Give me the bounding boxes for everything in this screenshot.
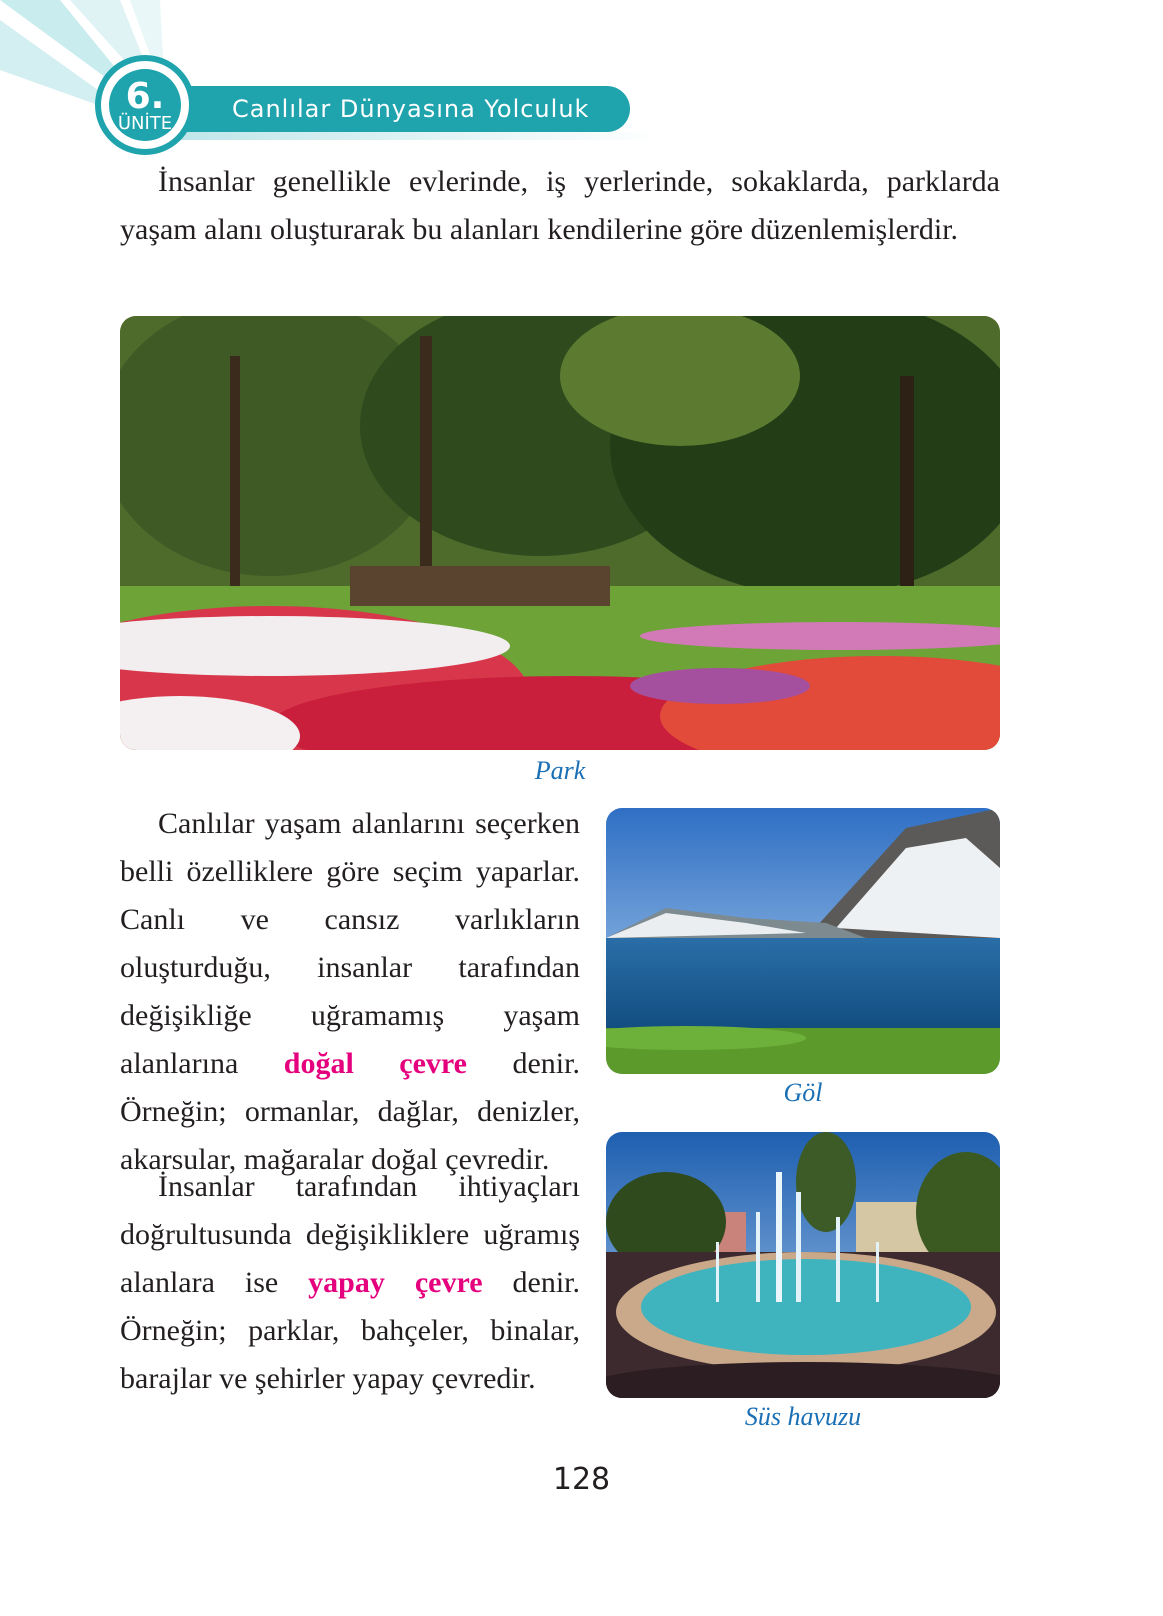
park-caption: Park xyxy=(534,756,586,785)
lake-caption: Göl xyxy=(783,1078,823,1107)
natural-environment-paragraph: Canlılar yaşam alanlarını seçerken belli özelliklere göre seçim yaparlar. Canlı ve cansız varlıkların oluşturduğu, insanlar tarafından değişikliğe uğramamış yaşam alanlarına doğal çevre denir. Örneğin; ormanlar, dağlar, denizler, akarsular, mağaralar doğal çevredir. xyxy=(120,807,580,1176)
artificial-environment-paragraph: İnsanlar tarafından ihtiyaçları doğrultusunda değişikliklere uğramış alanlara ise yapay çevre denir. Örneğin; parklar, bahçeler, binalar, barajlar ve şehirler yapay çevredir. xyxy=(120,1170,580,1395)
unit-title-bar-tail xyxy=(180,132,660,140)
fountain-caption: Süs havuzu xyxy=(744,1402,862,1431)
keyword-artificial-environment: yapay çevre xyxy=(308,1266,483,1299)
unit-title: Canlılar Dünyasına Yolculuk xyxy=(232,95,590,123)
unit-label: ÜNİTE xyxy=(117,113,173,134)
keyword-natural-environment: doğal çevre xyxy=(283,1047,467,1080)
intro-paragraph: İnsanlar genellikle evlerinde, iş yerlerinde, sokaklarda, parklarda yaşam alanı oluşturarak bu alanları kendilerine göre düzenlemişlerdir. xyxy=(120,165,1000,246)
park-photo xyxy=(120,316,1000,750)
fountain-photo xyxy=(606,1132,1000,1398)
page-number: 128 xyxy=(552,1462,611,1497)
unit-number: 6. xyxy=(125,76,165,117)
lake-photo xyxy=(606,808,1000,1074)
unit-badge xyxy=(95,55,195,155)
